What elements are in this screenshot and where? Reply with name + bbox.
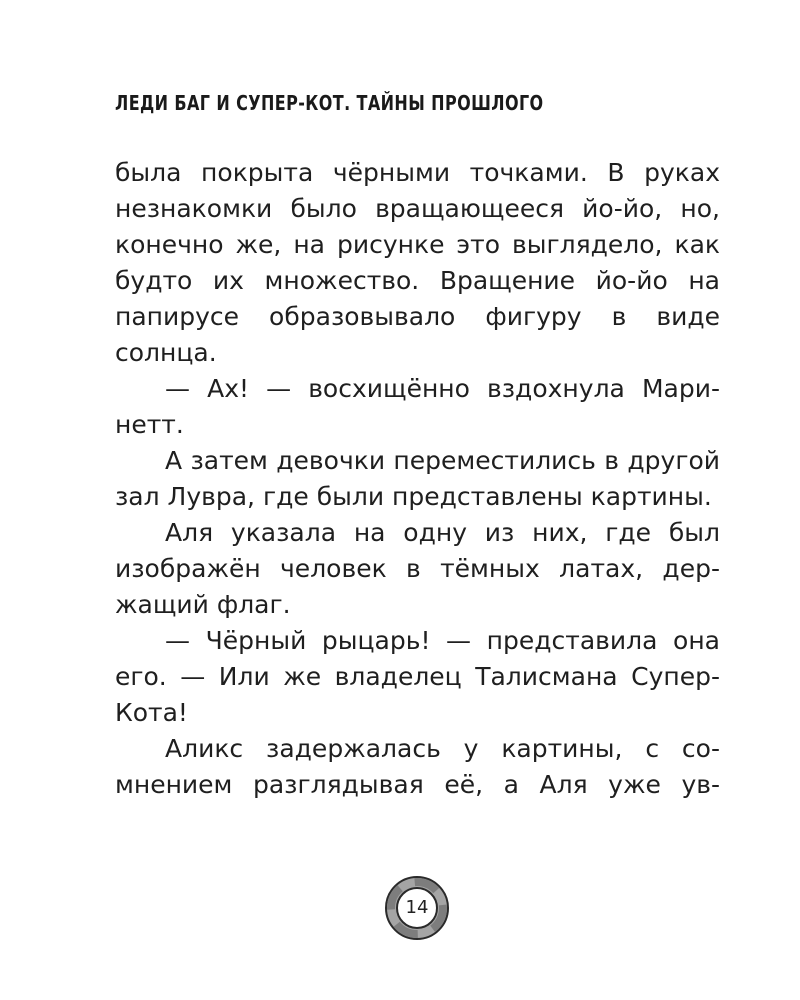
- page-number: 14: [405, 897, 429, 918]
- page-number-badge: [384, 875, 450, 941]
- paragraph-dialogue-black-knight: — Чёрный рыцарь! — представила она его. — Или же владелец Талисмана Супер-Кота!: [115, 626, 720, 727]
- body-text: [115, 155, 720, 803]
- running-head-title: ЛЕДИ БАГ И СУПЕР-КОТ. ТАЙНЫ ПРОШЛОГО: [115, 91, 544, 115]
- paragraph-dialogue-ah: — Ах! — восхищённо вздохнула Маринетт.: [115, 374, 720, 439]
- paragraph-alix-lingers: Аликс задержалась у картины, с сомнением разглядывая её, а Аля уже ув-: [115, 734, 720, 799]
- paragraph-louvre-hall: А затем девочки переместились в другой зал Лувра, где были представлены картины.: [115, 446, 720, 511]
- paragraph-alya-points: Аля указала на одну из них, где был изображён человек в тёмных латах, держащий флаг.: [115, 518, 720, 619]
- paragraph-continuation: была покрыта чёрными точками. В руках незнакомки было вращающееся йо-йо, но, конечно же, на рисунке это выглядело, как будто их множество. Вращение йо-йо на папирусе образовывало фигуру в виде солнца.: [115, 158, 720, 367]
